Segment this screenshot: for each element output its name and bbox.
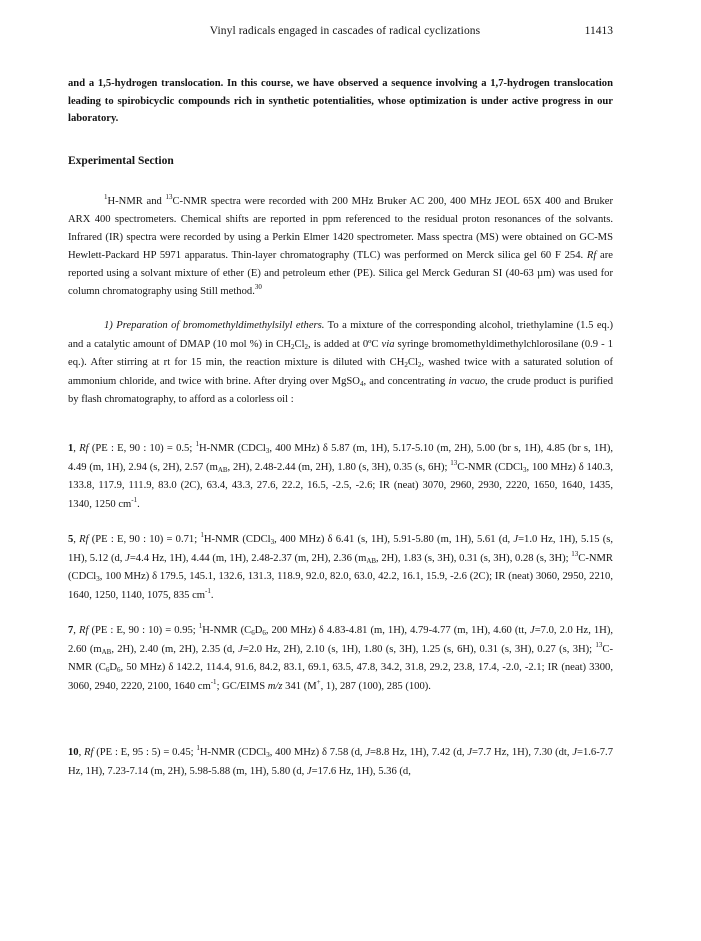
- compound-number: 7: [68, 625, 74, 636]
- sub-3: 3: [523, 465, 527, 474]
- separator: ,: [73, 534, 80, 545]
- via-term: via: [381, 338, 395, 350]
- c-nmr-text: , 100 MHz) δ 140.3, 133.8, 117.9, 111.9, 83.0 (2C), 63.4, 43.3, 27.6, 22.2, 16.5, -2.5, -2.6; IR (neat) 3070, 2960, 2930, 2220, 1650, 1640, 1435, 1340, 1250 cm: [68, 461, 613, 510]
- compound-number: 10: [68, 747, 79, 758]
- c-nmr-text: C-NMR (C: [68, 643, 613, 673]
- rf-condition: (PE : E, 90 : 10) = 0.95;: [88, 625, 199, 636]
- h-nmr-text: D: [254, 625, 263, 636]
- rf-condition: (PE : E, 90 : 10) = 0.71;: [88, 534, 201, 545]
- sub-3: 3: [270, 538, 275, 546]
- sub-6: 6: [251, 629, 255, 637]
- compound-entry: [68, 744, 613, 781]
- h-nmr-text: H-NMR (CDCl: [199, 747, 267, 758]
- rf-term: Rf: [79, 534, 89, 545]
- separator: ,: [73, 625, 79, 636]
- sub-ab: AB: [366, 556, 377, 565]
- j-term: J: [125, 552, 130, 564]
- h-nmr-text: =7.7 Hz, 1H), 7.30 (dt,: [472, 747, 573, 758]
- compound-number: 5: [68, 534, 74, 545]
- h-nmr-text: =8.8 Hz, 1H), 7.42 (d,: [370, 747, 468, 758]
- rf-term: Rf: [78, 625, 89, 636]
- running-header: [0, 25, 701, 41]
- rf-term: Rf: [84, 747, 94, 758]
- h-nmr-text: H-NMR (CDCl: [199, 443, 266, 454]
- methods-text-b: C-NMR spectra were recorded with 200 MHz Bruker AC 200, 400 MHz JEOL 65X 400 and Bruker ARX 400 spectrometers. Chemical shifts are reported in ppm referenced to the residual proton resonances of the solvants. Infrared (IR) spectra were recorded by using a Perkin Elmer 1420 spectrometer. Mass spectra (MS) were obtained on GC-MS Hewlett-Packard HP 5971 apparatus. Thin-layer chromatography (TLC) was performed on Merck silica gel 60 F 254.: [68, 196, 613, 261]
- procedure-text-e: Cl: [407, 357, 418, 368]
- sub-2: 2: [291, 342, 295, 351]
- sup-1: 1: [200, 531, 204, 539]
- rf-term: Rf: [79, 443, 89, 454]
- h-nmr-text: =17.6 Hz, 1H), 5.36 (d,: [311, 765, 411, 777]
- compound-number: 1: [68, 443, 74, 454]
- h-nmr-text: =7.0, 2.0 Hz, 1H), 2.60 (m: [68, 625, 614, 655]
- intro-paragraph: and a 1,5-hydrogen translocation. In this course, we have observed a sequence involving a 1,7-hydrogen translocation leading to spirobicyclic compounds rich in synthetic potentialities, whose optimization is under active progress in our laboratory.: [68, 78, 613, 124]
- sup-1: 1: [195, 440, 200, 448]
- h-nmr-text: , 200 MHz) δ 4.83-4.81 (m, 1H), 4.79-4.77 (m, 1H), 4.60 (tt,: [265, 625, 530, 636]
- sub-2: 2: [417, 361, 422, 369]
- sup-1: 1: [104, 193, 108, 201]
- j-term: J: [572, 747, 578, 758]
- entry-end: .: [210, 589, 214, 601]
- h-nmr-text: , 400 MHz) δ 7.58 (d,: [269, 747, 366, 758]
- j-term: J: [306, 765, 312, 777]
- methods-text-a: H-NMR and: [107, 196, 166, 207]
- sub-ab: AB: [101, 647, 112, 656]
- rf-condition: (PE : E, 95 : 5) = 0.45;: [93, 747, 197, 758]
- c-nmr-text: , 50 MHz) δ 142.2, 114.4, 91.6, 84.2, 83.1, 69.1, 63.5, 47.8, 34.2, 31.8, 29.2, 23.8, 17.4, -2.0, -2.1; IR (neat) 3300, 3060, 2940, 2220, 2100, 1640 cm: [68, 662, 613, 692]
- procedure-text-a: To a mixture of the corresponding alcohol, triethylamine (1.5 eq.) and a catalytic amount of DMAP (10 mol %) in CH: [68, 320, 613, 350]
- sup-13: 13: [595, 640, 603, 649]
- procedure-text-h: , the crude product is purified by flash chromatography, to afford as a colorless oil :: [68, 375, 613, 405]
- methods-paragraph: [68, 193, 613, 301]
- reference-30: 30: [254, 283, 262, 291]
- mz-term: m/z: [267, 680, 283, 692]
- procedure-paragraph: [68, 317, 613, 410]
- running-title: Vinyl radicals engaged in cascades of radical cyclizations: [209, 25, 481, 37]
- h-nmr-text: , 2H), 1.83 (s, 3H), 0.31 (s, 3H), 0.28 (s, 3H);: [376, 552, 572, 564]
- j-term: J: [529, 625, 535, 636]
- methods-text-c: are reported using a solvant mixture of ether (E) and petroleum ether (PE). Silica gel Merck Geduran SI (40-63 µm) was used for column chromatography using Still method.: [68, 250, 613, 297]
- procedure-text-f: , washed twice with a saturated solution of ammonium chloride, and twice with brine. After drying over MgSO: [68, 357, 614, 387]
- h-nmr-text: , 400 MHz) δ 6.41 (s, 1H), 5.91-5.80 (m, 1H), 5.61 (d,: [274, 534, 514, 545]
- sup-13: 13: [450, 458, 458, 467]
- sup-13: 13: [571, 549, 579, 558]
- compound-entry: [68, 440, 613, 514]
- entry-end: .: [137, 498, 140, 510]
- j-term: J: [467, 747, 473, 758]
- sup-1: 1: [198, 622, 203, 630]
- h-nmr-text: =1.6-7.7 Hz, 1H), 7.23-7.14 (m, 2H), 5.98-5.88 (m, 1H), 5.80 (d,: [68, 747, 614, 777]
- procedure-heading: 1) Preparation of bromomethyldimethylsilyl ethers.: [104, 320, 325, 331]
- sup-1: 1: [196, 744, 200, 752]
- c-nmr-text: D: [109, 662, 117, 673]
- sub-3: 3: [96, 575, 100, 583]
- h-nmr-text: =2.0 Hz, 2H), 2.10 (s, 1H), 1.80 (s, 3H), 1.25 (s, 6H), 0.31 (s, 3H), 0.27 (s, 3H);: [242, 643, 596, 655]
- separator: ,: [78, 747, 85, 758]
- sub-6: 6: [262, 629, 266, 637]
- sup-plus: +: [316, 677, 321, 686]
- rf-condition: (PE : E, 90 : 10) = 0.5;: [88, 443, 196, 454]
- sup-minus-1: -1: [210, 677, 217, 686]
- ms-text: ; GC/EIMS: [216, 680, 268, 692]
- c-nmr-text: C-NMR (CDCl: [457, 461, 524, 473]
- rf-term: Rf: [586, 250, 597, 261]
- sub-2: 2: [404, 361, 408, 369]
- j-term: J: [365, 747, 371, 758]
- h-nmr-text: , 400 MHz) δ 5.87 (m, 1H), 5.17-5.10 (m, 2H), 5.00 (br s, 1H), 4.85 (br s, 1H), 4.49 (m, 1H), 2.94 (s, 2H), 2.57 (m: [68, 443, 614, 473]
- c-nmr-text: C-NMR (CDCl: [68, 552, 613, 582]
- h-nmr-text: , 2H), 2.48-2.44 (m, 2H), 1.80 (s, 3H), 0.35 (s, 6H);: [227, 461, 451, 473]
- c-nmr-text: , 100 MHz) δ 179.5, 145.1, 132.6, 131.3, 118.9, 92.0, 82.0, 63.0, 42.2, 16.1, 15.9, -2.6 (2C); IR (neat) 3060, 2950, 2210, 1640, 1250, 1140, 1075, 835 cm: [68, 571, 613, 601]
- ms-text: , 1), 287 (100), 285 (100).: [320, 680, 431, 692]
- h-nmr-text: H-NMR (CDCl: [203, 534, 271, 545]
- procedure-text-b: Cl: [294, 338, 305, 350]
- sup-minus-1: -1: [131, 495, 138, 504]
- separator: ,: [73, 443, 80, 454]
- sub-ab: AB: [217, 465, 228, 474]
- ms-text: 341 (M: [282, 680, 317, 692]
- compound-entry: [68, 622, 613, 696]
- h-nmr-text: =4.4 Hz, 1H), 4.44 (m, 1H), 2.48-2.37 (m, 2H), 2.36 (m: [129, 552, 367, 564]
- compound-entry: [68, 531, 613, 605]
- sup-13: 13: [165, 193, 173, 201]
- j-term: J: [513, 534, 519, 545]
- sub-6: 6: [105, 666, 110, 674]
- h-nmr-text: H-NMR (C: [202, 625, 252, 636]
- procedure-text-d: syringe bromomethyldimethylchlorosilane (0.9 - 1 eq.). After stirring at rt for 15 min, the reaction mixture is diluted with CH: [68, 338, 614, 368]
- h-nmr-text: , 2H), 2.40 (m, 2H), 2.35 (d,: [111, 643, 239, 655]
- sub-4: 4: [359, 379, 364, 388]
- sub-3: 3: [265, 447, 270, 455]
- page-number: 11413: [584, 25, 613, 37]
- sup-minus-1: -1: [205, 586, 211, 595]
- sub-2: 2: [304, 342, 309, 351]
- h-nmr-text: =1.0 Hz, 1H), 5.15 (s, 1H), 5.12 (d,: [68, 534, 614, 564]
- procedure-text-c: , is added at 0ºC: [308, 338, 382, 350]
- sub-3: 3: [266, 751, 270, 759]
- j-term: J: [238, 643, 243, 655]
- procedure-text-g: , and concentrating: [363, 375, 449, 387]
- in-vacuo-term: in vacuo: [448, 375, 486, 387]
- section-heading: Experimental Section: [68, 155, 174, 167]
- sub-6: 6: [116, 666, 121, 674]
